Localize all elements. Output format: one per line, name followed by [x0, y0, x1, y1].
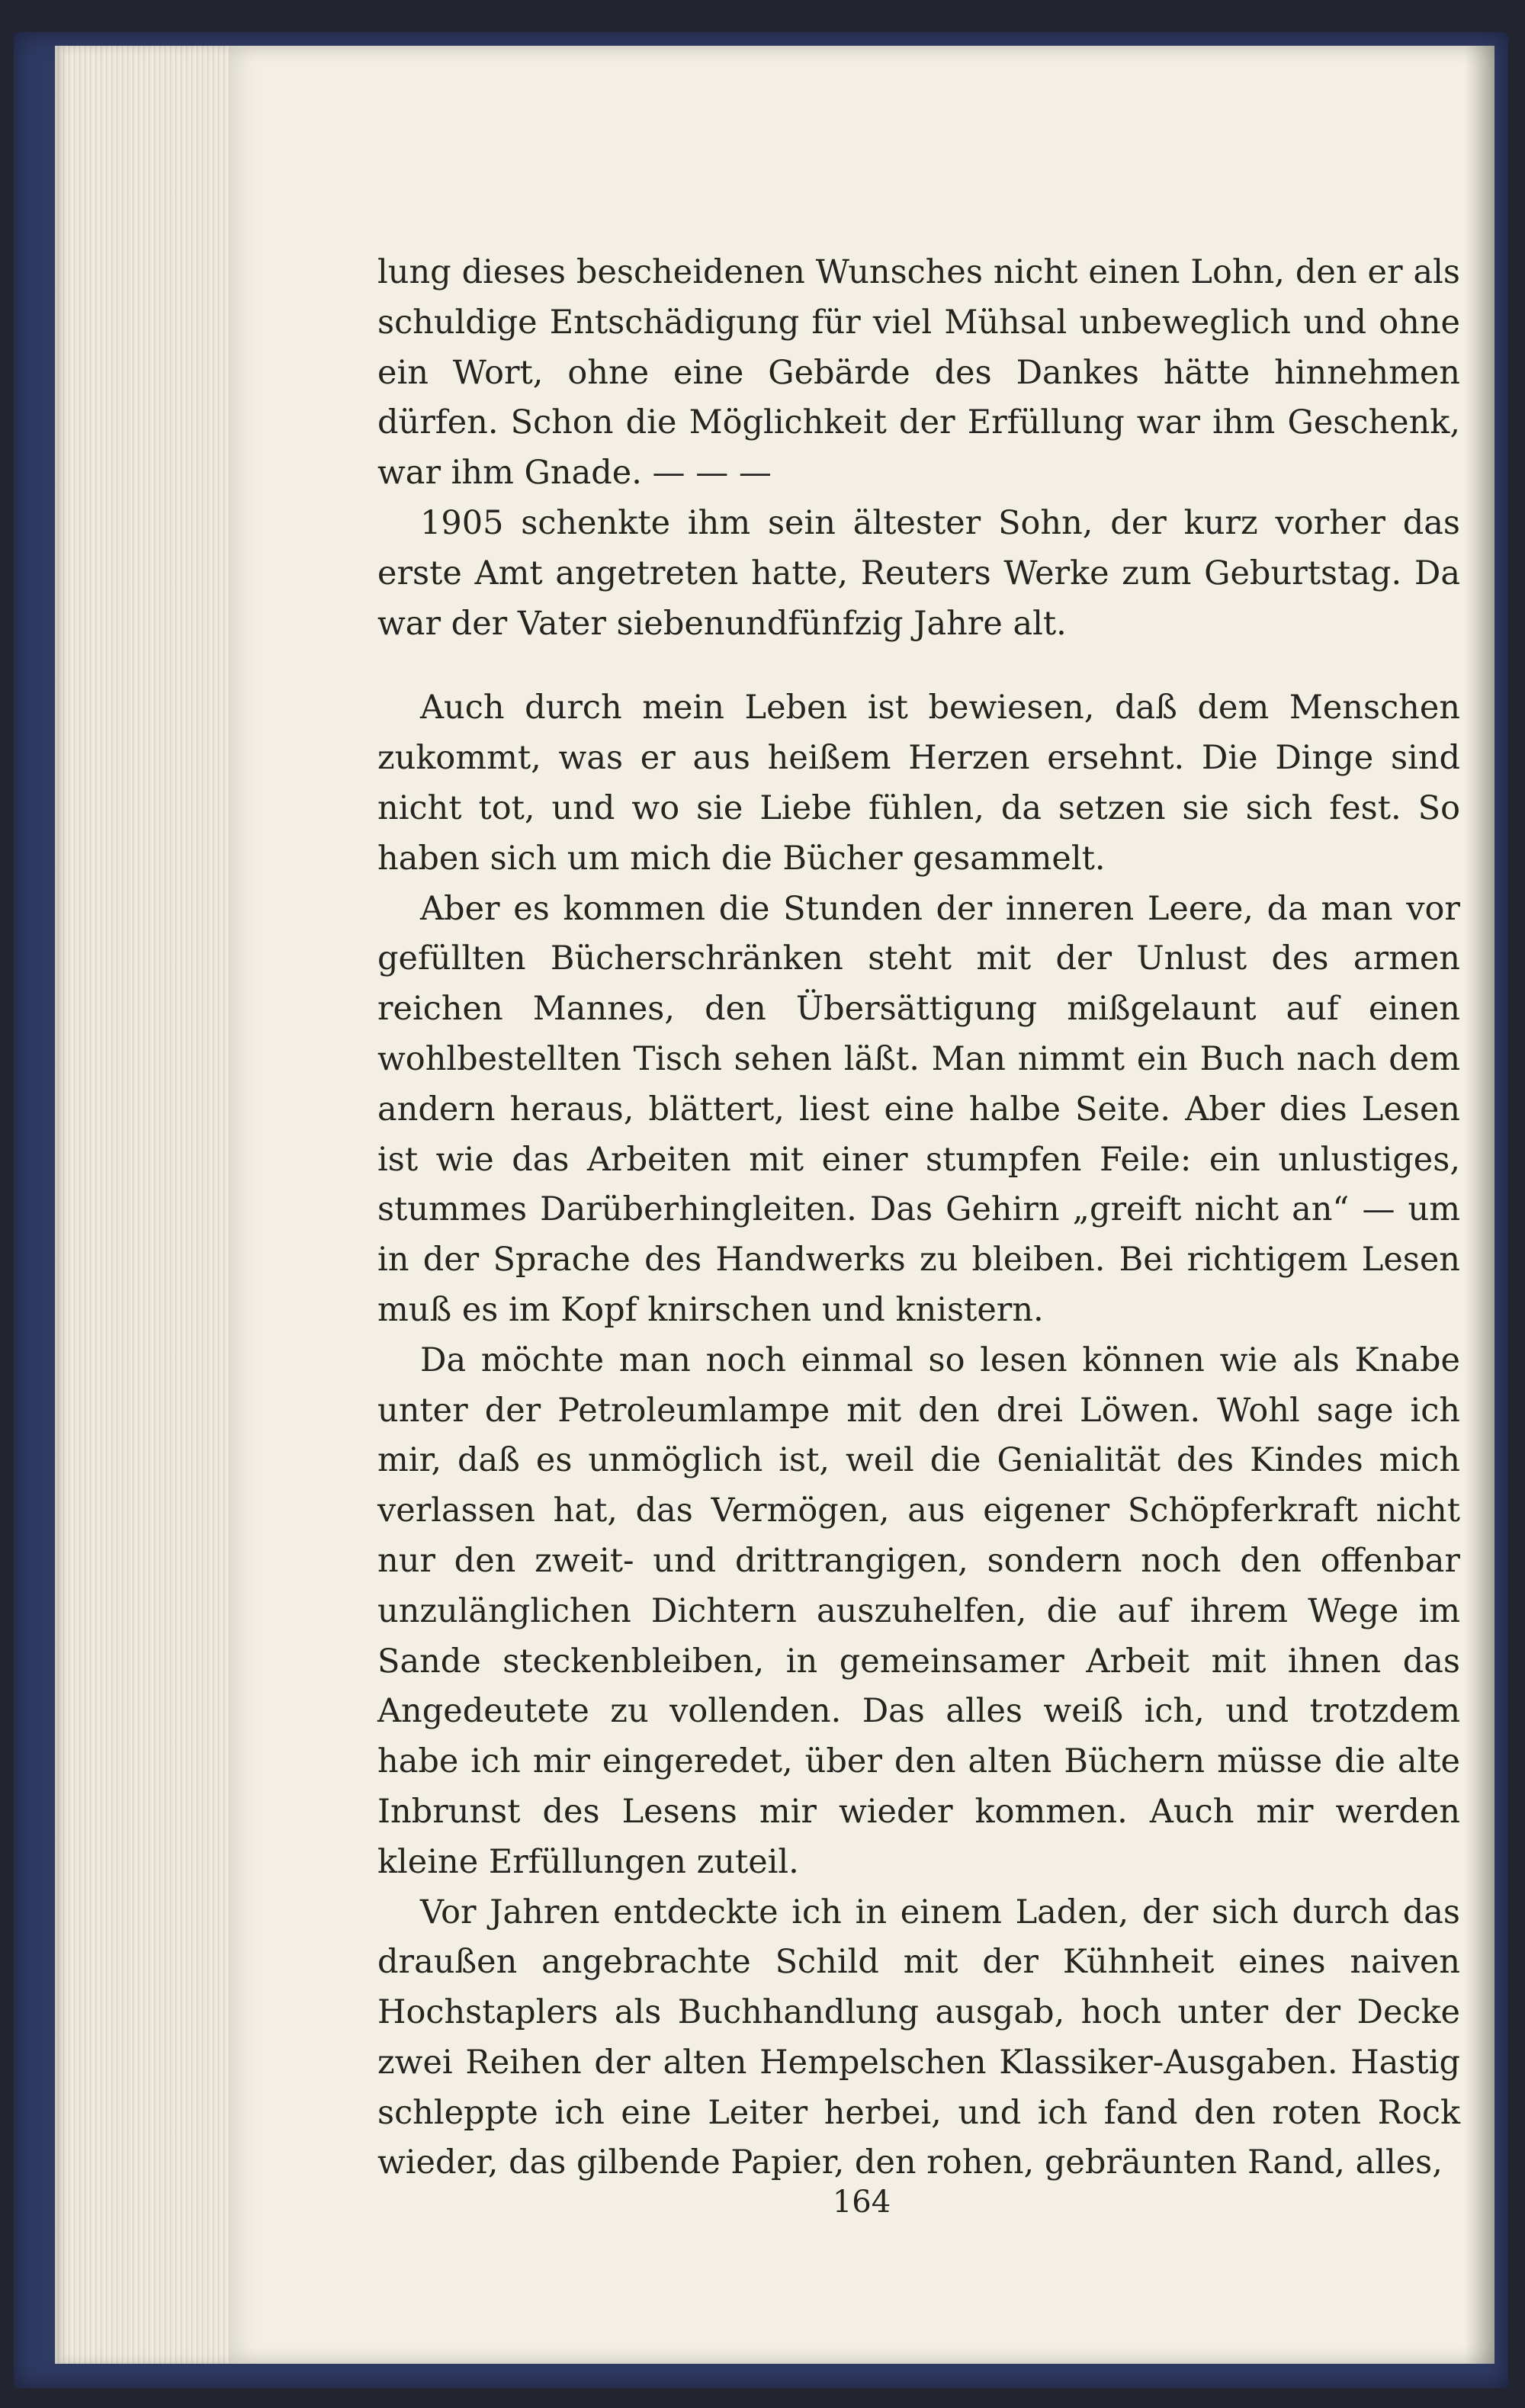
paragraph: Da möchte man noch einmal so lesen können wie als Knabe unter der Petroleumlampe mit den drei Löwen. Wohl sage ich mir, daß es unmöglich ist, weil die Genialität des Kindes mich verlassen hat, das Vermögen, aus eigener Schöpferkraft nicht nur den zweit- und drittrangigen, sondern noch den offenbar unzulänglichen Dichtern auszuhelfen, die auf ihrem Wege im Sande steckenbleiben, in gemeinsamer Arbeit mit ihnen das Angedeutete zu vollenden. Das alles weiß ich, und trotzdem habe ich mir eingeredet, über den alten Büchern müsse die alte Inbrunst des Lesens mir wieder kommen. Auch mir werden kleine Erfüllungen zuteil.	[377, 1340, 1460, 1881]
paragraph: Auch durch mein Leben ist bewiesen, daß dem Menschen zukommt, was er aus heißem Herzen ersehnt. Die Dinge sind nicht tot, und wo sie Liebe fühlen, da setzen sie sich fest. So haben sich um mich die Bücher gesammelt.	[377, 689, 1460, 878]
page-gutter-shadow	[1464, 46, 1494, 2364]
page-number: 164	[832, 2185, 891, 2220]
paragraph: 1905 schenkte ihm sein ältester Sohn, der kurz vorher das erste Amt angetreten hatte, Reuters Werke zum Geburtstag. Da war der Vater siebenundfünfzig Jahre alt.	[377, 503, 1460, 643]
paragraph: Aber es kommen die Stunden der inneren Leere, da man vor gefüllten Bücherschränken steht mit der Unlust des armen reichen Mannes, den Übersättigung mißgelaunt auf einen wohlbestellten Tisch sehen läßt. Man nimmt ein Buch nach dem andern heraus, blättert, liest eine halbe Seite. Aber dies Lesen ist wie das Arbeiten mit einer stumpfen Feile: ein unlustiges, stummes Darüberhingleiten. Das Gehirn „greift nicht an“ — um in der Sprache des Handwerks zu bleiben. Bei richtigem Lesen muß es im Kopf knirschen und knistern.	[377, 889, 1460, 1329]
page-edges	[55, 46, 246, 2364]
paragraph: lung dieses bescheidenen Wunsches nicht einen Lohn, den er als schuldige Entschädigung für viel Mühsal unbeweglich und ohne ein Wort, ohne eine Gebärde des Dankes hätte hinnehmen dürfen. Schon die Möglichkeit der Erfüllung war ihm Geschenk, war ihm Gnade. — — —	[377, 253, 1460, 493]
paragraph: Vor Jahren entdeckte ich in einem Laden, der sich durch das draußen angebrachte Schild mit der Kühnheit eines naiven Hochstaplers als Buchhandlung ausgab, hoch unter der Decke zwei Reihen der alten Hempelschen Klassiker-Ausgaben. Hastig schleppte ich eine Leiter herbei, und ich fand den roten Rock wieder, das gilbende Papier, den rohen, gebräunten Rand, alles,	[377, 1893, 1460, 2182]
book-page	[229, 46, 1494, 2364]
body-text	[377, 248, 1460, 2188]
